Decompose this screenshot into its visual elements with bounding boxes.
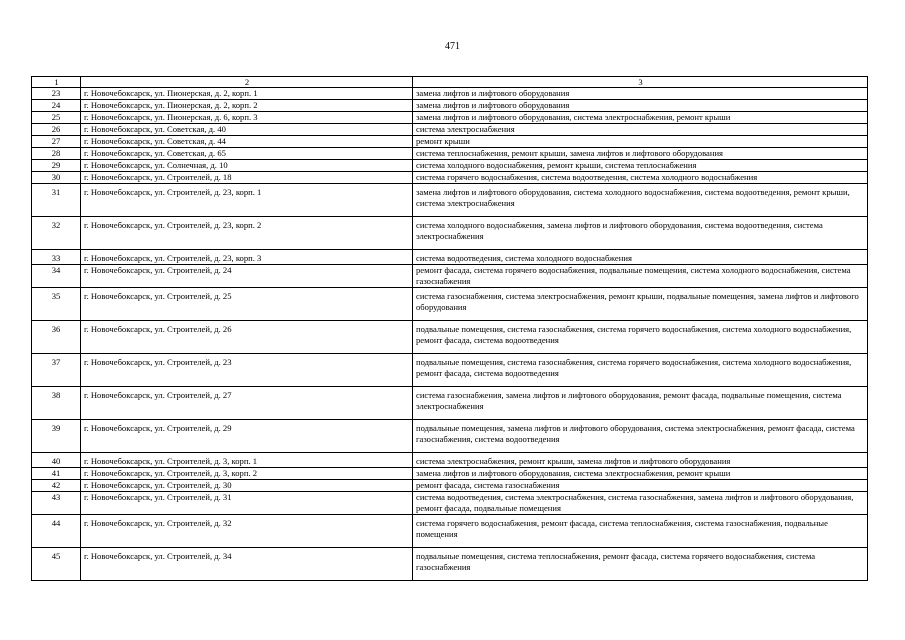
row-works: система электроснабжения, ремонт крыши, замена лифтов и лифтового оборудования (413, 453, 868, 468)
table-row (32, 321, 868, 354)
row-works: подвальные помещения, система газоснабжения, система горячего водоснабжения, система холодного водоснабжения, ремонт фасада, система водоотведения (413, 354, 868, 387)
row-works: система холодного водоснабжения, замена лифтов и лифтового оборудования, система водоотведения, система электроснабжения (413, 217, 868, 250)
table-row (32, 354, 868, 387)
row-number: 39 (32, 420, 81, 453)
table-row (32, 250, 868, 265)
row-number: 32 (32, 217, 81, 250)
row-address: г. Новочебоксарск, ул. Строителей, д. 30 (81, 480, 413, 492)
row-number: 34 (32, 265, 81, 288)
row-works: ремонт фасада, система горячего водоснабжения, подвальные помещения, система холодного водоснабжения, система газоснабжения (413, 265, 868, 288)
header-col-2: 2 (81, 77, 413, 88)
table-row (32, 100, 868, 112)
row-works: замена лифтов и лифтового оборудования, система холодного водоснабжения, система водоотведения, ремонт крыши, система электроснабжения (413, 184, 868, 217)
row-address: г. Новочебоксарск, ул. Строителей, д. 29 (81, 420, 413, 453)
row-number: 43 (32, 492, 81, 515)
table-row (32, 387, 868, 420)
row-address: г. Новочебоксарск, ул. Строителей, д. 18 (81, 172, 413, 184)
row-works: система газоснабжения, система электроснабжения, ремонт крыши, подвальные помещения, замена лифтов и лифтового оборудования (413, 288, 868, 321)
row-address: г. Новочебоксарск, ул. Строителей, д. 32 (81, 515, 413, 548)
row-address: г. Новочебоксарск, ул. Строителей, д. 23 (81, 354, 413, 387)
table-row (32, 184, 868, 217)
table-row (32, 136, 868, 148)
row-address: г. Новочебоксарск, ул. Пионерская, д. 6, корп. 3 (81, 112, 413, 124)
page-number: 471 (445, 41, 460, 52)
row-address: г. Новочебоксарск, ул. Строителей, д. 26 (81, 321, 413, 354)
row-works: система горячего водоснабжения, ремонт фасада, система теплоснабжения, система газоснабжения, подвальные помещения (413, 515, 868, 548)
row-works: система газоснабжения, замена лифтов и лифтового оборудования, ремонт фасада, подвальные помещения, система электроснабжения (413, 387, 868, 420)
row-number: 38 (32, 387, 81, 420)
header-col-3: 3 (413, 77, 868, 88)
works-table (31, 76, 868, 581)
row-number: 45 (32, 548, 81, 581)
table-row (32, 420, 868, 453)
row-address: г. Новочебоксарск, ул. Советская, д. 40 (81, 124, 413, 136)
row-works: подвальные помещения, система газоснабжения, система горячего водоснабжения, система холодного водоснабжения, ремонт фасада, система водоотведения (413, 321, 868, 354)
row-number: 29 (32, 160, 81, 172)
table-row (32, 265, 868, 288)
row-address: г. Новочебоксарск, ул. Строителей, д. 25 (81, 288, 413, 321)
row-number: 28 (32, 148, 81, 160)
row-works: замена лифтов и лифтового оборудования, система электроснабжения, ремонт крыши (413, 468, 868, 480)
row-address: г. Новочебоксарск, ул. Строителей, д. 23, корп. 1 (81, 184, 413, 217)
row-number: 25 (32, 112, 81, 124)
row-number: 40 (32, 453, 81, 468)
row-address: г. Новочебоксарск, ул. Строителей, д. 24 (81, 265, 413, 288)
row-works: подвальные помещения, замена лифтов и лифтового оборудования, система электроснабжения, ремонт фасада, система газоснабжения, система водоотведения (413, 420, 868, 453)
row-number: 30 (32, 172, 81, 184)
row-address: г. Новочебоксарск, ул. Строителей, д. 31 (81, 492, 413, 515)
row-number: 35 (32, 288, 81, 321)
row-address: г. Новочебоксарск, ул. Строителей, д. 23, корп. 3 (81, 250, 413, 265)
table-row (32, 172, 868, 184)
table-row (32, 453, 868, 468)
table-row (32, 124, 868, 136)
row-works: замена лифтов и лифтового оборудования (413, 88, 868, 100)
table-row (32, 88, 868, 100)
row-address: г. Новочебоксарск, ул. Советская, д. 65 (81, 148, 413, 160)
table-row (32, 548, 868, 581)
table-row (32, 148, 868, 160)
row-address: г. Новочебоксарск, ул. Пионерская, д. 2, корп. 1 (81, 88, 413, 100)
row-works: замена лифтов и лифтового оборудования (413, 100, 868, 112)
row-works: система электроснабжения (413, 124, 868, 136)
table-row (32, 480, 868, 492)
table-row (32, 112, 868, 124)
row-number: 41 (32, 468, 81, 480)
row-number: 23 (32, 88, 81, 100)
header-row (32, 77, 868, 88)
table-row (32, 468, 868, 480)
row-works: подвальные помещения, система теплоснабжения, ремонт фасада, система горячего водоснабжения, система газоснабжения (413, 548, 868, 581)
row-address: г. Новочебоксарск, ул. Советская, д. 44 (81, 136, 413, 148)
row-number: 37 (32, 354, 81, 387)
header-col-1: 1 (32, 77, 81, 88)
row-number: 31 (32, 184, 81, 217)
row-address: г. Новочебоксарск, ул. Солнечная, д. 10 (81, 160, 413, 172)
row-number: 36 (32, 321, 81, 354)
row-address: г. Новочебоксарск, ул. Строителей, д. 27 (81, 387, 413, 420)
table-row (32, 515, 868, 548)
table-row (32, 217, 868, 250)
row-works: система теплоснабжения, ремонт крыши, замена лифтов и лифтового оборудования (413, 148, 868, 160)
row-address: г. Новочебоксарск, ул. Строителей, д. 23, корп. 2 (81, 217, 413, 250)
row-number: 27 (32, 136, 81, 148)
row-number: 33 (32, 250, 81, 265)
row-works: система водоотведения, система электроснабжения, система газоснабжения, замена лифтов и лифтового оборудования, ремонт фасада, подвальные помещения (413, 492, 868, 515)
row-address: г. Новочебоксарск, ул. Строителей, д. 3, корп. 1 (81, 453, 413, 468)
row-address: г. Новочебоксарск, ул. Строителей, д. 34 (81, 548, 413, 581)
row-address: г. Новочебоксарск, ул. Пионерская, д. 2, корп. 2 (81, 100, 413, 112)
row-number: 42 (32, 480, 81, 492)
row-works: ремонт крыши (413, 136, 868, 148)
table-row (32, 160, 868, 172)
row-works: ремонт фасада, система газоснабжения (413, 480, 868, 492)
table-row (32, 492, 868, 515)
row-number: 24 (32, 100, 81, 112)
row-works: система горячего водоснабжения, система водоотведения, система холодного водоснабжения (413, 172, 868, 184)
row-number: 26 (32, 124, 81, 136)
row-works: система холодного водоснабжения, ремонт крыши, система теплоснабжения (413, 160, 868, 172)
row-works: система водоотведения, система холодного водоснабжения (413, 250, 868, 265)
row-works: замена лифтов и лифтового оборудования, система электроснабжения, ремонт крыши (413, 112, 868, 124)
row-address: г. Новочебоксарск, ул. Строителей, д. 3, корп. 2 (81, 468, 413, 480)
row-number: 44 (32, 515, 81, 548)
table-row (32, 288, 868, 321)
